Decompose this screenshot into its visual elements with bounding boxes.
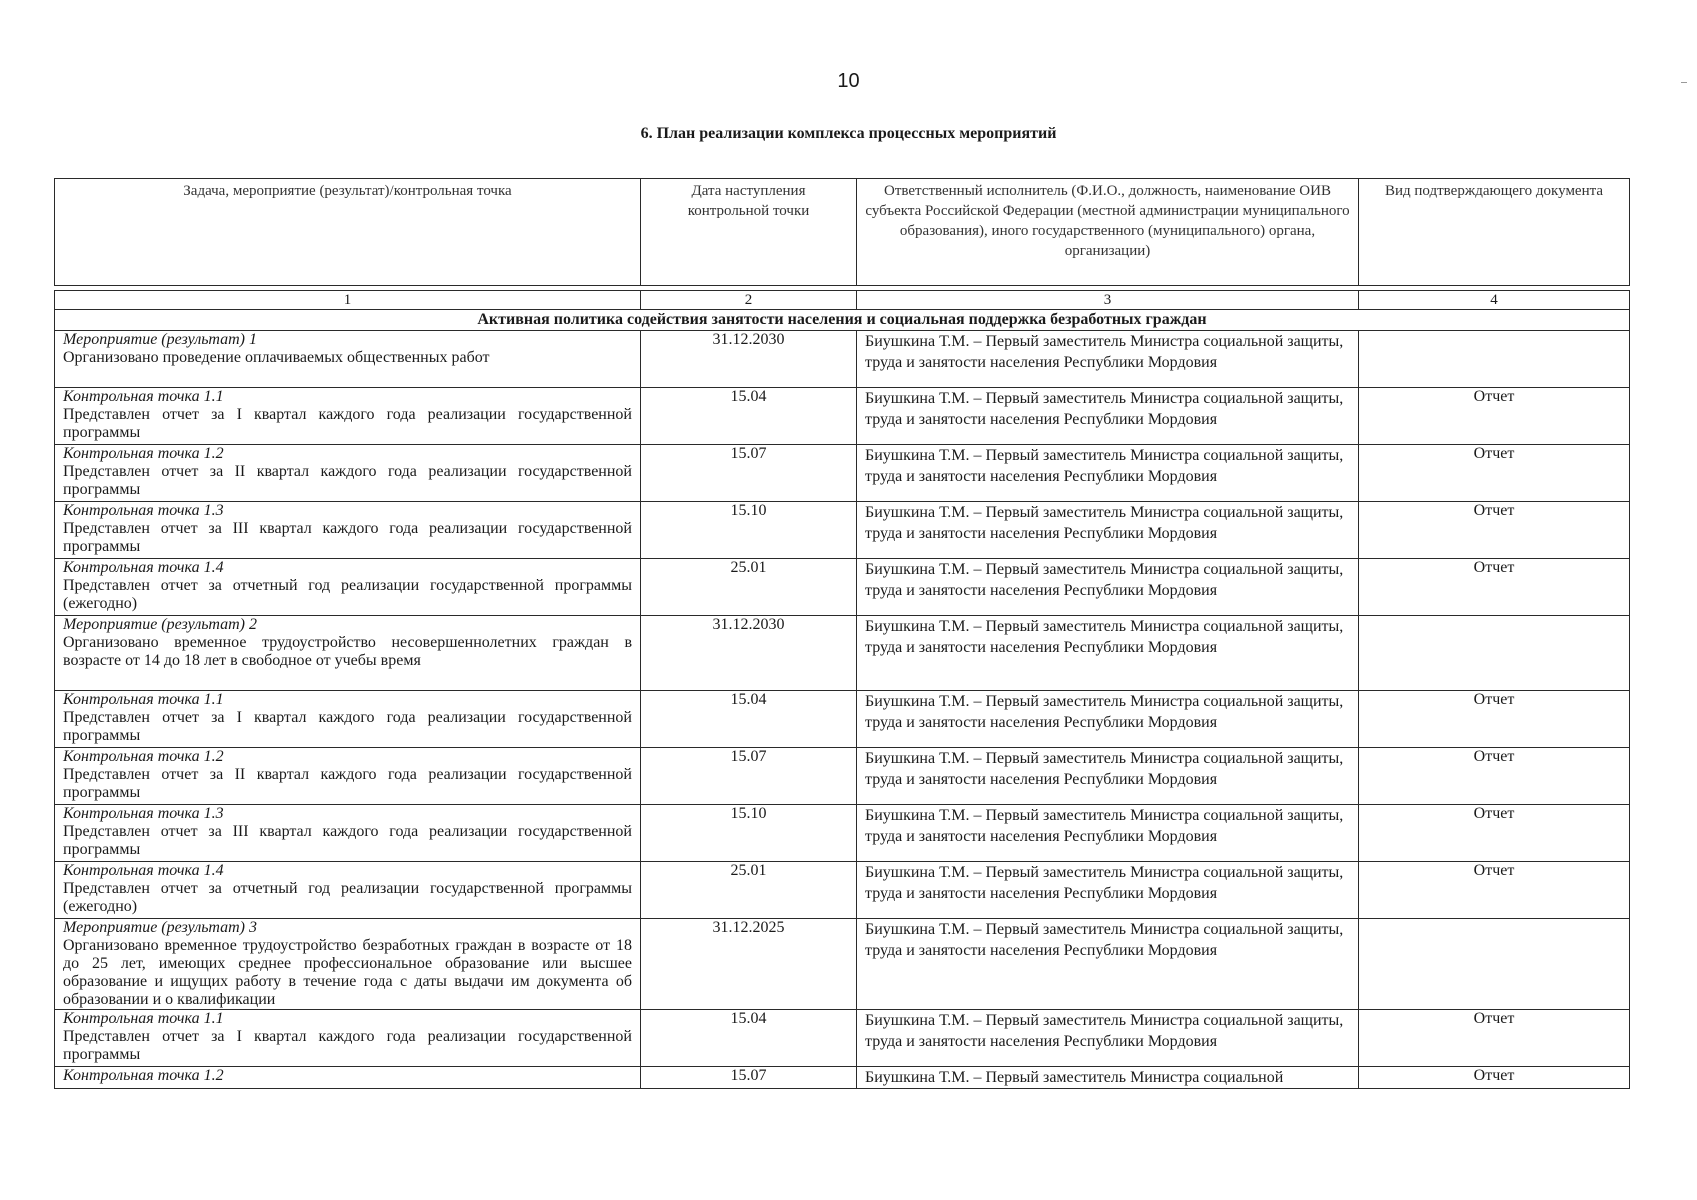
- task-cell: [55, 748, 641, 805]
- document-type-cell: [1359, 919, 1630, 1010]
- column-number-row: [55, 291, 1630, 310]
- table-row: [55, 331, 1630, 388]
- document-type-cell: Отчет: [1359, 748, 1630, 805]
- table-row: [55, 616, 1630, 691]
- date-cell: 15.07: [641, 1067, 857, 1089]
- executor-cell: Биушкина Т.М. – Первый заместитель Министра социальной защиты, труда и занятости населения Республики Мордовия: [857, 1010, 1359, 1067]
- table-row: [55, 1067, 1630, 1089]
- task-title: Контрольная точка 1.2: [63, 445, 224, 462]
- task-title: Контрольная точка 1.3: [63, 502, 224, 519]
- document-type-cell: Отчет: [1359, 805, 1630, 862]
- column-number: 4: [1359, 291, 1630, 310]
- task-cell: [55, 388, 641, 445]
- task-text: Представлен отчет за II квартал каждого года реализации государственной программы: [63, 463, 632, 498]
- date-cell: 31.12.2030: [641, 616, 857, 691]
- table-row: [55, 919, 1630, 1010]
- table-row: [55, 862, 1630, 919]
- date-cell: 15.10: [641, 502, 857, 559]
- date-cell: 15.04: [641, 1010, 857, 1067]
- date-cell: 31.12.2030: [641, 331, 857, 388]
- executor-cell: Биушкина Т.М. – Первый заместитель Министра социальной защиты, труда и занятости населения Республики Мордовия: [857, 805, 1359, 862]
- document-type-cell: Отчет: [1359, 1010, 1630, 1067]
- task-title: Мероприятие (результат) 3: [63, 919, 257, 936]
- task-text: Представлен отчет за отчетный год реализации государственной программы (ежегодно): [63, 577, 632, 612]
- document-type-cell: [1359, 331, 1630, 388]
- table-row: [55, 691, 1630, 748]
- document-type-cell: [1359, 616, 1630, 691]
- task-text: Представлен отчет за II квартал каждого года реализации государственной программы: [63, 766, 632, 801]
- task-title: Контрольная точка 1.2: [63, 748, 224, 765]
- executor-cell: Биушкина Т.М. – Первый заместитель Министра социальной защиты, труда и занятости населения Республики Мордовия: [857, 919, 1359, 1010]
- date-cell: 15.07: [641, 445, 857, 502]
- task-title: Мероприятие (результат) 2: [63, 616, 257, 633]
- task-title: Контрольная точка 1.1: [63, 388, 224, 405]
- task-title: Контрольная точка 1.1: [63, 691, 224, 708]
- executor-cell: Биушкина Т.М. – Первый заместитель Министра социальной защиты, труда и занятости населения Республики Мордовия: [857, 862, 1359, 919]
- task-text: Представлен отчет за отчетный год реализации государственной программы (ежегодно): [63, 880, 632, 915]
- header-task: Задача, мероприятие (результат)/контрольная точка: [55, 179, 641, 286]
- task-text: Представлен отчет за I квартал каждого года реализации государственной программы: [63, 1028, 632, 1063]
- executor-cell: Биушкина Т.М. – Первый заместитель Министра социальной защиты, труда и занятости населения Республики Мордовия: [857, 502, 1359, 559]
- task-text: Организовано временное трудоустройство безработных граждан в возрасте от 18 до 25 лет, имеющих среднее профессиональное образование или высшее образование и ищущих работу в течение года с даты выдачи им документа об образовании и о квалификации: [63, 937, 632, 1008]
- task-cell: [55, 559, 641, 616]
- task-text: Организовано временное трудоустройство несовершеннолетних граждан в возрасте от 14 до 18 лет в свободное от учебы время: [63, 634, 632, 669]
- document-type-cell: Отчет: [1359, 559, 1630, 616]
- document-type-cell: Отчет: [1359, 502, 1630, 559]
- date-cell: 15.10: [641, 805, 857, 862]
- task-text: Представлен отчет за III квартал каждого года реализации государственной программы: [63, 520, 632, 555]
- column-number: 2: [641, 291, 857, 310]
- task-cell: [55, 919, 641, 1010]
- task-cell: [55, 445, 641, 502]
- table-row: [55, 445, 1630, 502]
- table-row: [55, 1010, 1630, 1067]
- header-date: Дата наступления контрольной точки: [641, 179, 857, 286]
- table-row: [55, 502, 1630, 559]
- table-row: [55, 388, 1630, 445]
- task-cell: [55, 691, 641, 748]
- task-cell: [55, 805, 641, 862]
- table-header-row: [55, 179, 1630, 286]
- document-type-cell: Отчет: [1359, 862, 1630, 919]
- task-cell: [55, 1010, 641, 1067]
- executor-cell: Биушкина Т.М. – Первый заместитель Министра социальной защиты, труда и занятости населения Республики Мордовия: [857, 616, 1359, 691]
- task-cell: [55, 331, 641, 388]
- task-text: Организовано проведение оплачиваемых общественных работ: [63, 349, 490, 366]
- task-title: Контрольная точка 1.2: [63, 1067, 224, 1084]
- margin-mark: [1681, 82, 1687, 83]
- task-cell: [55, 862, 641, 919]
- table-row: [55, 748, 1630, 805]
- executor-cell: Биушкина Т.М. – Первый заместитель Министра социальной защиты, труда и занятости населения Республики Мордовия: [857, 691, 1359, 748]
- header-executor: Ответственный исполнитель (Ф.И.О., должность, наименование ОИВ субъекта Российской Федерации (местной администрации муниципального образования), иного государственного (муниципального) органа, организации): [857, 179, 1359, 286]
- date-cell: 31.12.2025: [641, 919, 857, 1010]
- document-type-cell: Отчет: [1359, 388, 1630, 445]
- table-row: [55, 805, 1630, 862]
- task-text: Представлен отчет за I квартал каждого года реализации государственной программы: [63, 709, 632, 744]
- document-type-cell: Отчет: [1359, 1067, 1630, 1089]
- executor-cell: Биушкина Т.М. – Первый заместитель Министра социальной защиты, труда и занятости населения Республики Мордовия: [857, 445, 1359, 502]
- date-cell: 15.04: [641, 388, 857, 445]
- date-cell: 25.01: [641, 559, 857, 616]
- executor-cell: Биушкина Т.М. – Первый заместитель Министра социальной защиты, труда и занятости населения Республики Мордовия: [857, 388, 1359, 445]
- task-text: Представлен отчет за I квартал каждого года реализации государственной программы: [63, 406, 632, 441]
- executor-cell: Биушкина Т.М. – Первый заместитель Министра социальной: [857, 1067, 1359, 1089]
- group-row: [55, 310, 1630, 331]
- table-row: [55, 559, 1630, 616]
- date-cell: 15.07: [641, 748, 857, 805]
- task-text: Представлен отчет за III квартал каждого года реализации государственной программы: [63, 823, 632, 858]
- task-cell: [55, 1067, 641, 1089]
- date-cell: 25.01: [641, 862, 857, 919]
- plan-table: [54, 178, 1630, 1089]
- executor-cell: Биушкина Т.М. – Первый заместитель Министра социальной защиты, труда и занятости населения Республики Мордовия: [857, 748, 1359, 805]
- task-cell: [55, 616, 641, 691]
- group-title: Активная политика содействия занятости населения и социальная поддержка безработных граждан: [55, 310, 1630, 331]
- document-type-cell: Отчет: [1359, 691, 1630, 748]
- executor-cell: Биушкина Т.М. – Первый заместитель Министра социальной защиты, труда и занятости населения Республики Мордовия: [857, 559, 1359, 616]
- task-title: Контрольная точка 1.1: [63, 1010, 224, 1027]
- document-type-cell: Отчет: [1359, 445, 1630, 502]
- page-number: 10: [837, 70, 860, 92]
- task-cell: [55, 502, 641, 559]
- header-document: Вид подтверждающего документа: [1359, 179, 1630, 286]
- task-title: Контрольная точка 1.3: [63, 805, 224, 822]
- section-title: 6. План реализации комплекса процессных мероприятий: [640, 125, 1057, 142]
- task-title: Контрольная точка 1.4: [63, 559, 224, 576]
- task-title: Мероприятие (результат) 1: [63, 331, 257, 348]
- executor-cell: Биушкина Т.М. – Первый заместитель Министра социальной защиты, труда и занятости населения Республики Мордовия: [857, 331, 1359, 388]
- column-number: 1: [55, 291, 641, 310]
- task-title: Контрольная точка 1.4: [63, 862, 224, 879]
- column-number: 3: [857, 291, 1359, 310]
- date-cell: 15.04: [641, 691, 857, 748]
